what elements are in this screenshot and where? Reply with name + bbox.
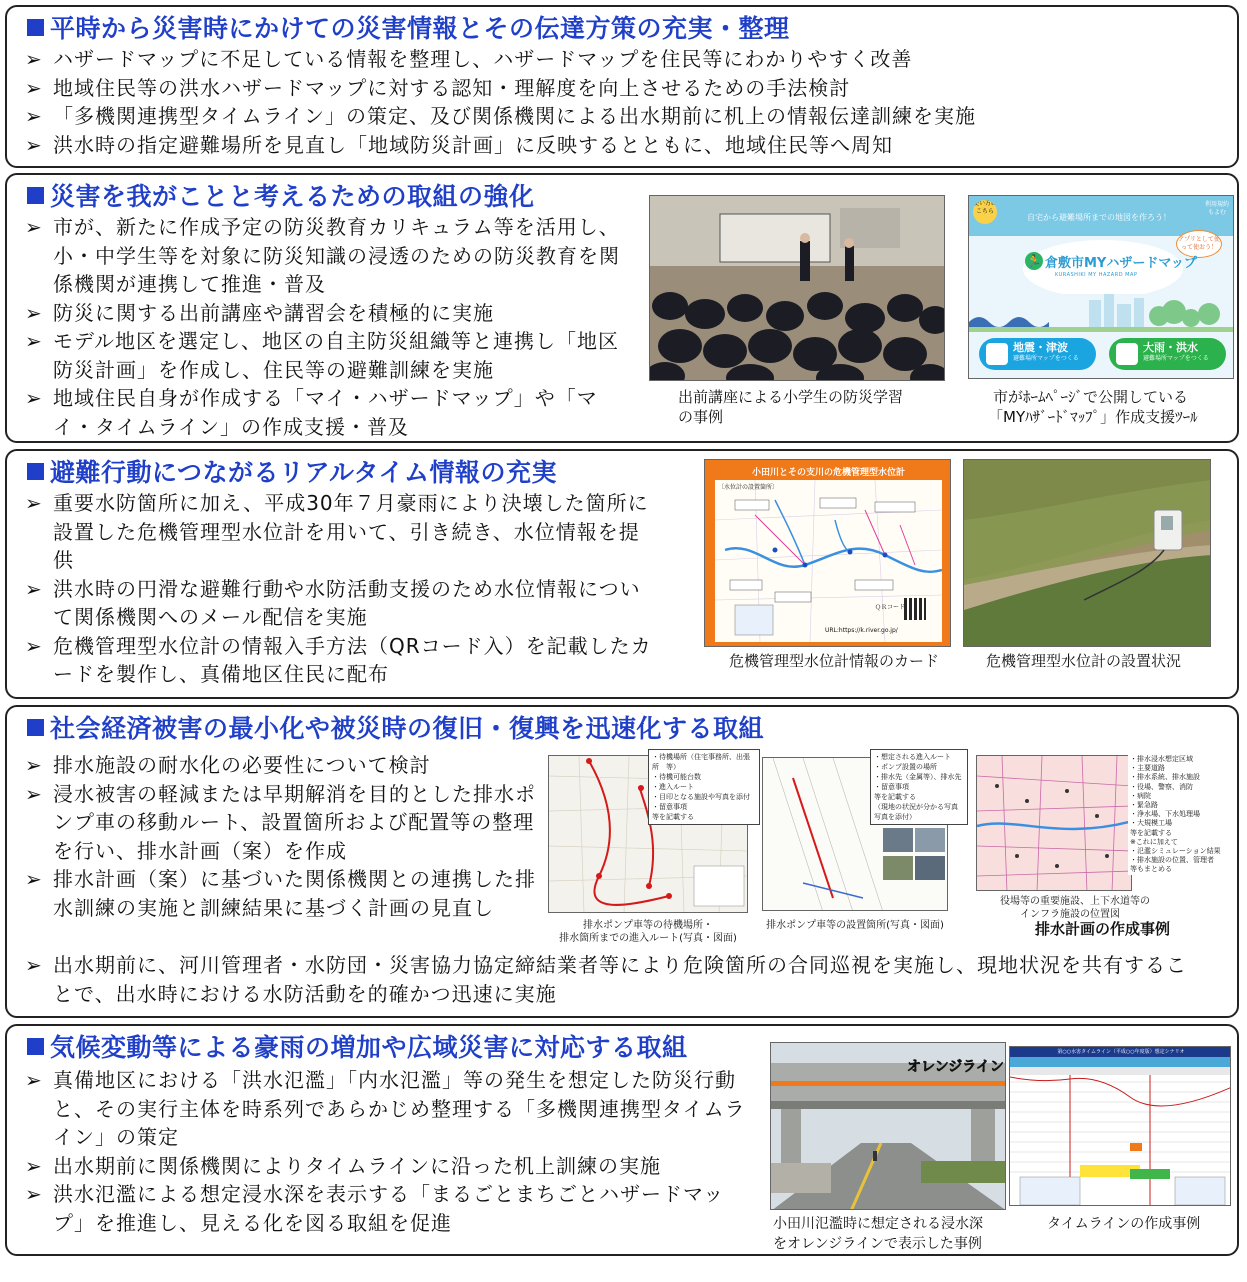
- photo-caption: をオレンジラインで表示した事例: [773, 1236, 982, 1252]
- photo-caption: 市がﾎｰﾑﾍﾟｰｼﾞで公開している: [993, 388, 1189, 406]
- arrow-bullet-icon: ➢: [25, 1153, 43, 1178]
- section-title: 避難行動につながるリアルタイム情報の充実: [27, 453, 557, 489]
- square-bullet-icon: [27, 719, 44, 736]
- arrow-bullet-icon: ➢: [25, 386, 43, 410]
- section-disaster-awareness: [5, 173, 1239, 443]
- btn-sub: 避難場所マップをつくる: [1143, 355, 1209, 362]
- photo-caption: の事例: [678, 408, 724, 426]
- rain-icon: [1116, 343, 1138, 365]
- app-logo: 倉敷市MYハザードマップ: [1045, 256, 1197, 271]
- list-item: ➢ 真備地区における「洪水氾濫」「内水氾濫」等の発生を想定した防災行動と、その実行主体を時系列であらかじめ整理する「多機関連携型タイムライン」の策定: [25, 1068, 746, 1149]
- list-item: ➢ 洪水氾濫による想定浸水深を表示する「まるごとまちごとハザードマップ」を推進し、見える化を図る取組を促進: [25, 1182, 725, 1235]
- walker-icon: 🏃: [1026, 254, 1042, 268]
- section-title: 平時から災害時にかけての災害情報とその伝達方策の充実・整理: [27, 9, 790, 45]
- arrow-bullet-icon: ➢: [25, 215, 43, 239]
- help-button-icon: 使い方はこちら: [973, 200, 997, 224]
- qr-code-icon: [904, 598, 926, 620]
- list-item: ➢ 排水施設の耐水化の必要性について検討: [25, 751, 540, 780]
- btn-label: 地震・津波: [1013, 341, 1068, 354]
- photo-caption: 小田川氾濫時に想定される浸水深: [773, 1216, 983, 1232]
- arrow-bullet-icon: ➢: [25, 1182, 43, 1206]
- photo-caption: 危機管理型水位計情報のカード: [729, 652, 940, 670]
- section-economic-damage: [5, 705, 1239, 1018]
- item-list: [25, 45, 1205, 159]
- card-map: [715, 480, 942, 642]
- arrow-bullet-icon: ➢: [25, 300, 43, 325]
- photo-caption: 危機管理型水位計の設置状況: [986, 652, 1182, 670]
- infrastructure-callout: ・排水浸水想定区域 ・主要道路 ・排水系統、排水施設 ・役場、警察、消防 ・病院 ・緊急路 ・浄水場、下水処理場 ・大規模工場 等を記載する ※これに加えて ・氾濫シミュレーション結果 ・排水施設の位置、管理者 等もまとめる: [1128, 755, 1234, 875]
- btn-label: 大雨・洪水: [1143, 341, 1198, 354]
- square-bullet-icon: [27, 463, 44, 480]
- list-item: ➢ ハザードマップに不足している情報を整理し、ハザードマップを住民等にわかりやすく改善: [25, 45, 1205, 74]
- hazard-map-app-screenshot: [968, 195, 1234, 379]
- infrastructure-location-map: [976, 755, 1132, 891]
- orange-line-label: オレンジライン: [907, 1059, 1004, 1075]
- map-caption: 役場等の重要施設、上下水道等の: [1000, 896, 1150, 907]
- list-item: ➢ 排水計画（案）に基づいた関係機関との連携した排水訓練の実施と訓練結果に基づく計画の見直し: [25, 867, 536, 920]
- list-item: ➢ 防災に関する出前講座や講習会を積極的に実施: [25, 299, 630, 328]
- arrow-bullet-icon: ➢: [25, 781, 43, 806]
- map-caption: 排水ポンプ車等の待機場所・: [583, 920, 713, 931]
- arrow-bullet-icon: ➢: [25, 576, 43, 601]
- speech-bubble: アプリとして使って使おう！: [1176, 230, 1222, 258]
- list-item: ➢ 浸水被害の軽減または早期解消を目的とした排水ポンプ車の移動ルート、設置箇所および配置等の整理を行い、排水計画（案）を作成: [25, 781, 536, 863]
- map-caption: 排水箇所までの進入ルート(写真・図面): [559, 933, 737, 944]
- item-list: [25, 1066, 750, 1237]
- installation-callout: ・想定される進入ルート ・ポンプ設置の場所 ・排水先（金属等）、排水先 ・留意事項 等を記載する （現地の状況が分かる写真 写真を添付）: [870, 749, 968, 825]
- photo-caption: 出前講座による小学生の防災学習: [678, 388, 904, 406]
- terms-link: 利用規約もよむ: [1205, 201, 1230, 216]
- square-bullet-icon: [27, 187, 44, 204]
- section-disaster-info: [5, 5, 1239, 168]
- arrow-bullet-icon: ➢: [25, 47, 43, 71]
- arrow-bullet-icon: ➢: [25, 867, 43, 891]
- photo-caption: タイムラインの作成事例: [1047, 1216, 1201, 1232]
- item-list: [25, 751, 540, 922]
- arrow-bullet-icon: ➢: [25, 104, 43, 128]
- timeline-example-sheet: [1009, 1046, 1231, 1206]
- list-item: ➢ モデル地区を選定し、地区の自主防災組織等と連携し「地区防災計画」を作成し、住民等の避難訓練を実施: [25, 329, 619, 382]
- btn-sub: 避難場所マップをつくる: [1013, 355, 1079, 362]
- arrow-bullet-icon: ➢: [25, 132, 43, 157]
- list-item: ➢ 市が、新たに作成予定の防災教育カリキュラム等を活用し、小・中学生等を対象に防災知識の浸透のための防災教育を関係機関が連携して推進・普及: [25, 215, 620, 296]
- qr-label: ＱＲコード: [875, 604, 906, 611]
- map-caption: インフラ施設の位置図: [1020, 909, 1120, 920]
- arrow-bullet-icon: ➢: [25, 953, 43, 977]
- arrow-bullet-icon: ➢: [25, 75, 43, 100]
- section-title: 災害を我がことと考えるための取組の強化: [27, 177, 535, 213]
- item-list: [25, 951, 1205, 1008]
- card-title: 小田川とその支川の危機管理型水位計: [751, 468, 905, 478]
- app-logo-sub: KURASHIKI MY HAZARD MAP: [1055, 272, 1138, 278]
- arrow-bullet-icon: ➢: [25, 1068, 43, 1092]
- arrow-bullet-icon: ➢: [25, 633, 43, 658]
- water-level-info-card: [704, 459, 951, 647]
- card-url: URL:https://k.river.go.jp/: [825, 627, 898, 634]
- app-banner-text: 自宅から避難場所までの地図を作ろう！: [1027, 213, 1171, 222]
- city-skyline-illustration: [969, 294, 1234, 332]
- arrow-bullet-icon: ➢: [25, 491, 43, 515]
- section-title: 社会経済被害の最小化や被災時の復旧・復興を迅速化する取組: [27, 709, 764, 745]
- map-caption: 排水ポンプ車等の設置箇所(写真・図面): [766, 920, 944, 931]
- classroom-photo: [649, 195, 945, 381]
- wave-icon: [986, 343, 1008, 365]
- item-list: [25, 489, 655, 689]
- list-item: ➢ 地域住民自身が作成する「マイ・ハザードマップ」や「マイ・タイムライン」の作成支援・普及: [25, 386, 598, 439]
- list-item: ➢ 危機管理型水位計の情報入手方法（QRコード入）を記載したカードを製作し、真備地区住民に配布: [25, 633, 652, 686]
- section-realtime-info: [5, 449, 1239, 699]
- list-item: ➢ 洪水時の指定避難場所を見直し「地域防災計画」に反映するとともに、地域住民等へ周知: [25, 131, 1205, 160]
- list-item: ➢ 出水期前に関係機関によりタイムラインに沿った机上訓練の実施: [25, 1152, 750, 1181]
- photo-caption: 「MYﾊｻﾞｰﾄﾞﾏｯﾌﾟ」作成支援ﾂｰﾙ: [988, 408, 1198, 426]
- list-item: ➢ 地域住民等の洪水ハザードマップに対する認知・理解度を向上させるための手法検討: [25, 74, 1205, 103]
- item-list: [25, 213, 630, 441]
- list-item: ➢ 洪水時の円滑な避難行動や水防活動支援のため水位情報について関係機関へのメール配信を実施: [25, 576, 641, 629]
- list-item: ➢ 「多機関連携型タイムライン」の策定、及び関係機関による出水期前に机上の情報伝達訓練を実施: [25, 102, 1205, 131]
- route-callout: ・待機場所（住宅事務所、出張所 等） ・待機可能台数 ・進入ルート ・目印となる施設や写真を添付 ・留意事項 等を記載する: [648, 749, 760, 825]
- section-title: 気候変動等による豪雨の増加や広域災害に対応する取組: [27, 1028, 688, 1064]
- list-item: ➢ 重要水防箇所に加え、平成30年７月豪雨により決壊した箇所に設置した危機管理型水位計を用いて、引き続き、水位情報を提供: [25, 491, 649, 572]
- section-climate-change: [5, 1024, 1239, 1256]
- square-bullet-icon: [27, 1038, 44, 1055]
- list-item: ➢ 出水期前に、河川管理者・水防団・災害協力協定締結業者等により危険箇所の合同巡視を実施し、現地状況を共有することで、出水時における水防活動を的確かつ迅速に実施: [25, 953, 1187, 1006]
- arrow-bullet-icon: ➢: [25, 329, 43, 353]
- water-level-gauge-photo: [963, 459, 1211, 647]
- square-bullet-icon: [27, 19, 44, 36]
- timeline-title: 第○○水害タイムライン（平成○○年度版）想定シナリオ: [1010, 1047, 1231, 1057]
- card-map-label: 〔水位計の設置箇所〕: [718, 484, 779, 491]
- arrow-bullet-icon: ➢: [25, 753, 43, 777]
- drainage-plan-caption: 排水計画の作成事例: [1035, 920, 1171, 938]
